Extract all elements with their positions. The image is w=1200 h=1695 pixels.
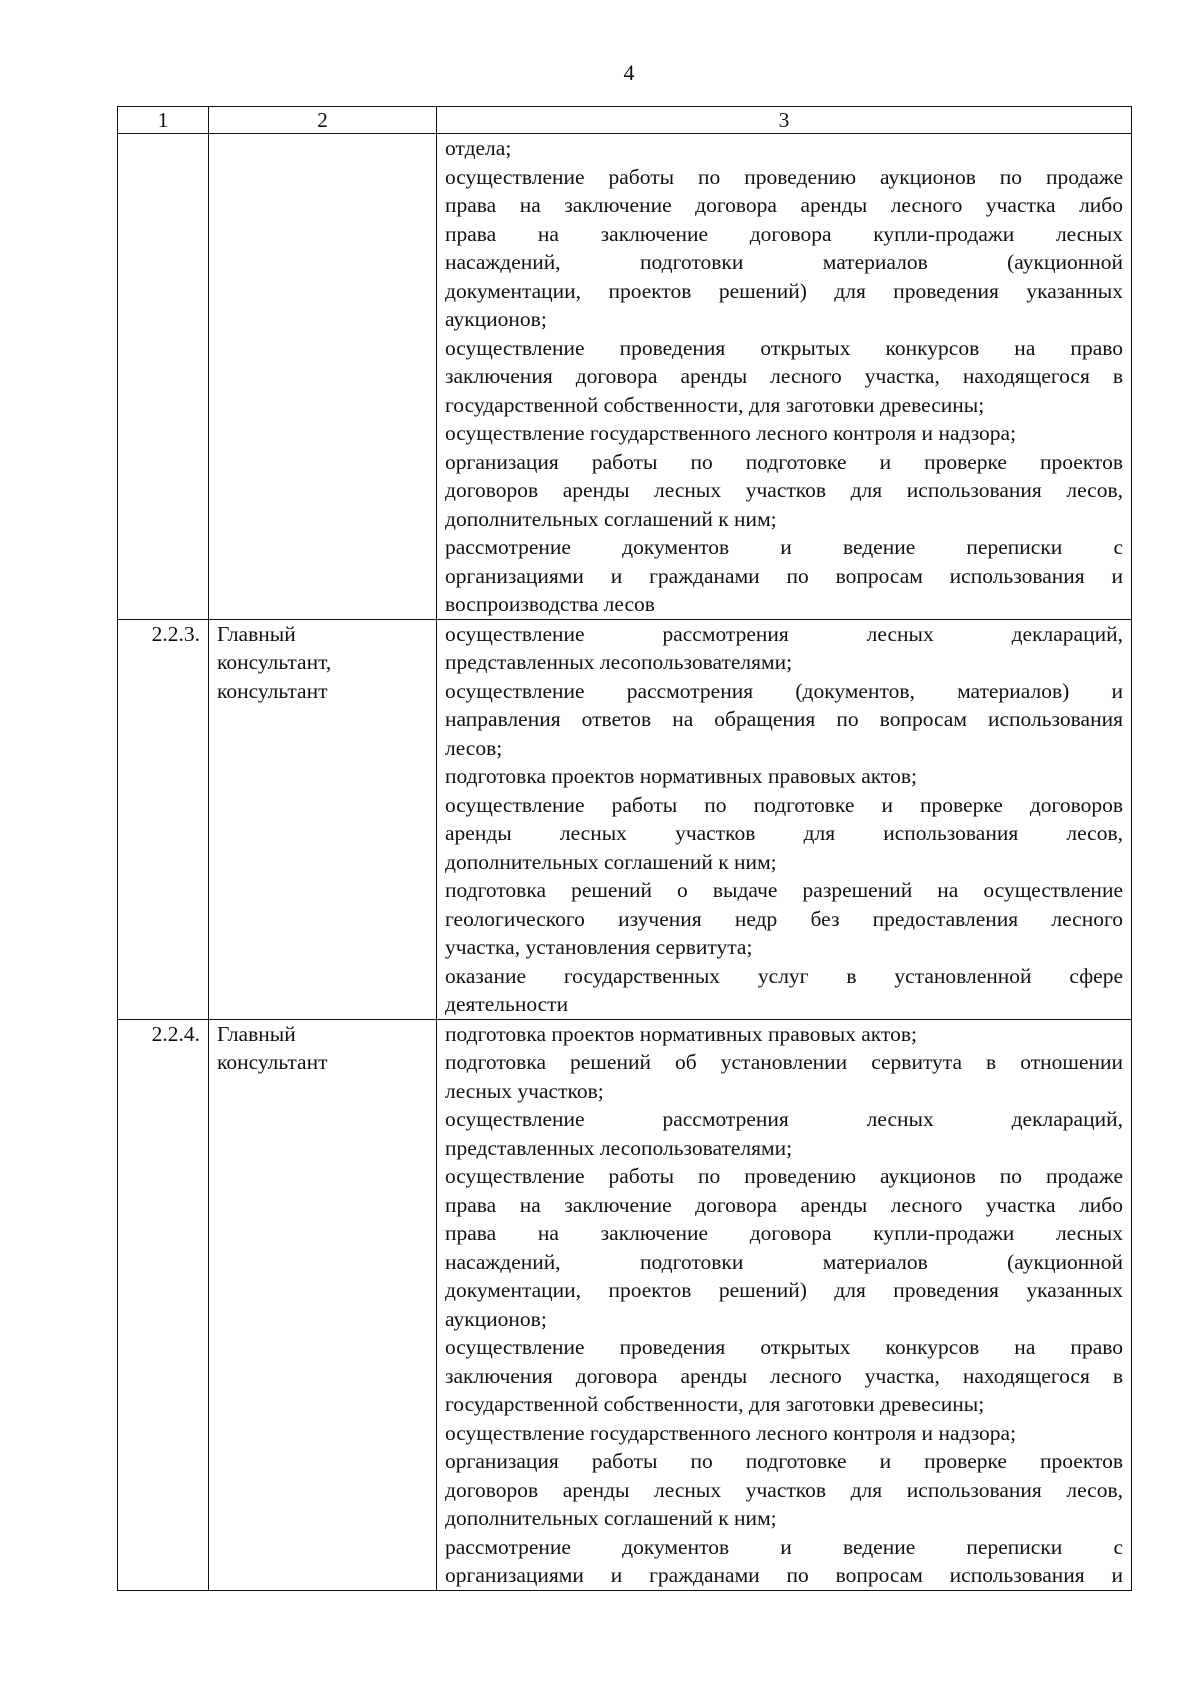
- page-number: 4: [623, 60, 635, 85]
- duties-table: [117, 106, 1132, 1591]
- duty-line: дополнительных соглашений к ним;: [445, 506, 777, 531]
- duty-line: государственной собственности, для заготовки древесины;: [445, 1392, 985, 1416]
- duty-line: подготовка решений о выдаче разрешений на осуществление: [445, 878, 1123, 902]
- duty-line: осуществление работы по проведению аукционов по продаже: [445, 164, 1123, 189]
- duty-line: направления ответов на обращения по вопросам использования: [445, 707, 1123, 731]
- duty-line: организация работы по подготовке и проверке проектов: [445, 1449, 1123, 1473]
- duty-line: оказание государственных услуг в установленной сфере: [445, 963, 1123, 988]
- position-cell: [209, 134, 437, 620]
- duty-line: представленных лесопользователями;: [445, 1135, 793, 1160]
- duty-line: осуществление рассмотрения (документов, материалов) и: [445, 678, 1123, 703]
- duties-cell: [437, 619, 1132, 1019]
- table-row: [118, 1019, 1132, 1590]
- duties-cell: [437, 1019, 1132, 1590]
- duties-cell: [437, 134, 1132, 620]
- duty-line: заключения договора аренды лесного участка, находящегося в: [445, 364, 1123, 388]
- position-line: Главный: [217, 1021, 296, 1046]
- duty-line: права на заключение договора аренды лесного участка либо: [445, 1192, 1123, 1217]
- position-cell: [209, 1019, 437, 1590]
- duty-line: лесных участков;: [445, 1078, 604, 1103]
- duty-line: подготовка проектов нормативных правовых актов;: [445, 764, 917, 788]
- duty-line: организация работы по подготовке и проверке проектов: [445, 449, 1123, 474]
- duty-line: осуществление проведения открытых конкурсов на право: [445, 335, 1123, 360]
- duty-line: участка, установления сервитута;: [445, 935, 753, 959]
- duty-line: подготовка решений об установлении сервитута в отношении: [445, 1050, 1123, 1074]
- duty-line: права на заключение договора купли-продажи лесных: [445, 1221, 1123, 1245]
- duty-line: воспроизводства лесов: [445, 592, 655, 616]
- position-cell: [209, 619, 437, 1019]
- duty-line: осуществление рассмотрения лесных деклараций,: [445, 1107, 1123, 1131]
- duty-line: договоров аренды лесных участков для использования лесов,: [445, 478, 1123, 502]
- duty-line: рассмотрение документов и ведение переписки с: [445, 535, 1123, 559]
- duty-line: осуществление работы по подготовке и проверке договоров: [445, 792, 1123, 817]
- duty-line: представленных лесопользователями;: [445, 650, 793, 674]
- duty-line: договоров аренды лесных участков для использования лесов,: [445, 1477, 1123, 1502]
- duty-line: дополнительных соглашений к ним;: [445, 849, 777, 874]
- duty-line: права на заключение договора купли-продажи лесных: [445, 221, 1123, 246]
- duty-line: отдела;: [445, 136, 512, 160]
- duty-line: геологического изучения недр без предоставления лесного: [445, 906, 1123, 931]
- row-number: 2.2.3.: [118, 619, 209, 1019]
- duty-line: документации, проектов решений) для проведения указанных: [445, 278, 1123, 303]
- table-header-row: [118, 107, 1132, 134]
- row-number: 2.2.4.: [118, 1019, 209, 1590]
- duty-line: лесов;: [445, 735, 503, 760]
- duty-line: права на заключение договора аренды лесного участка либо: [445, 193, 1123, 217]
- table-body: [118, 134, 1132, 1591]
- duty-line: осуществление государственного лесного контроля и надзора;: [445, 421, 1017, 445]
- duty-line: документации, проектов решений) для проведения указанных: [445, 1278, 1123, 1302]
- duty-line: дополнительных соглашений к ним;: [445, 1506, 777, 1530]
- duty-line: аукционов;: [445, 307, 547, 331]
- duty-line: организациями и гражданами по вопросам использования и: [445, 1563, 1123, 1587]
- duty-line: деятельности: [445, 992, 569, 1016]
- position-line: консультант: [217, 678, 328, 703]
- duty-line: рассмотрение документов и ведение переписки с: [445, 1534, 1123, 1559]
- duty-line: заключения договора аренды лесного участка, находящегося в: [445, 1363, 1123, 1388]
- duty-line: подготовка проектов нормативных правовых актов;: [445, 1021, 917, 1046]
- position-line: Главный: [217, 621, 296, 646]
- row-number: [118, 134, 209, 620]
- column-header-position: 2: [209, 107, 437, 134]
- duty-line: организациями и гражданами по вопросам использования и: [445, 563, 1123, 588]
- duty-line: аукционов;: [445, 1306, 547, 1331]
- position-line: консультант: [217, 1050, 328, 1074]
- position-line: консультант,: [217, 650, 332, 674]
- column-header-number: 1: [118, 107, 209, 134]
- duty-line: насаждений, подготовки материалов (аукционной: [445, 250, 1123, 274]
- column-header-duties: 3: [437, 107, 1132, 134]
- table-row: [118, 134, 1132, 620]
- duty-line: осуществление государственного лесного контроля и надзора;: [445, 1420, 1017, 1445]
- duty-line: осуществление работы по проведению аукционов по продаже: [445, 1164, 1123, 1188]
- duty-line: осуществление рассмотрения лесных деклараций,: [445, 621, 1123, 646]
- duty-line: аренды лесных участков для использования лесов,: [445, 821, 1123, 845]
- duty-line: насаждений, подготовки материалов (аукционной: [445, 1249, 1123, 1274]
- table-row: [118, 619, 1132, 1019]
- duty-line: осуществление проведения открытых конкурсов на право: [445, 1335, 1123, 1359]
- duty-line: государственной собственности, для заготовки древесины;: [445, 392, 985, 417]
